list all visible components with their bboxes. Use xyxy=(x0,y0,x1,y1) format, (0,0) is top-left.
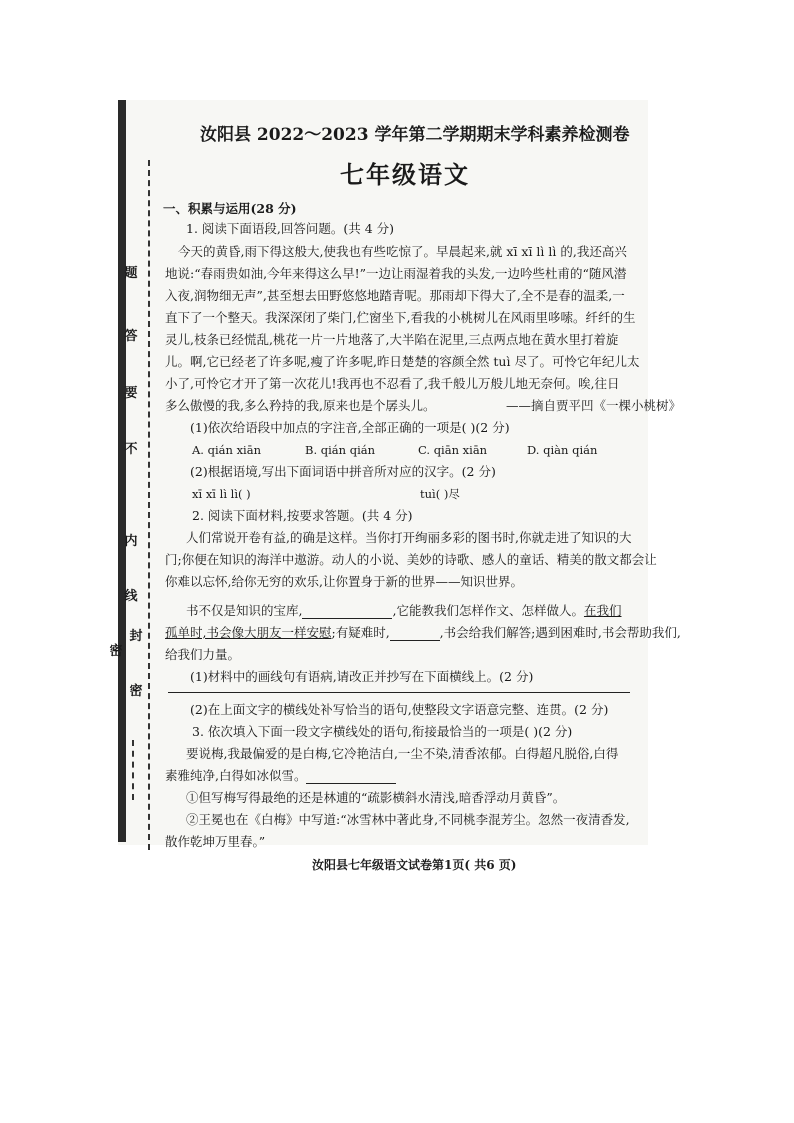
seal-char: 题 xyxy=(124,266,138,281)
seal-char: 线 xyxy=(124,589,138,604)
q2-paragraph: 人们常说开卷有益,的确是这样。当你打开绚丽多彩的图书时,你就走进了知识的大 xyxy=(186,530,632,545)
q2-sub1: (1)材料中的画线句有语病,请改正并抄写在下面横线上。(2 分) xyxy=(190,669,534,684)
seal-char: 封 xyxy=(129,629,143,644)
q2-paragraph: 门;你便在知识的海洋中遨游。动人的小说、美妙的诗歌、感人的童话、精美的散文都会让 xyxy=(165,552,657,567)
passage-line: 今天的黄昏,雨下得这般大,使我也有些吃惊了。早晨起来,就 xī xī lì lì 的,我还高兴 xyxy=(178,244,627,259)
page-footer: 汝阳县七年级语文试卷第1页( 共6 页) xyxy=(312,858,517,872)
passage-line: 灵儿,枝条已经慌乱,桃花一片一片地落了,大半陷在泥里,三点两点地在黄水里打着旋 xyxy=(165,332,619,347)
seal-char: 密 xyxy=(129,684,143,699)
passage-line: 小了,可怜它才开了第一次花儿!我再也不忍看了,我千般儿万般儿地无奈何。唉,往日 xyxy=(165,376,620,391)
q3-item-1: ①但写梅写得最绝的还是林逋的“疏影横斜水清浅,暗香浮动月黄昏”。 xyxy=(186,790,566,805)
passage-line: 多么傲慢的我,多么矜持的我,原来也是个孱头儿。 xyxy=(165,398,436,413)
q3-stem: 3. 依次填入下面一段文字横线处的语句,衔接最恰当的一项是( )(2 分) xyxy=(192,724,573,739)
q2-paragraph: 你难以忘怀,给你无穷的欢乐,让你置身于新的世界——知识世界。 xyxy=(165,574,523,589)
seal-line xyxy=(148,160,150,850)
passage-line: 直下了一个整天。我深深闭了柴门,伫窗坐下,看我的小桃树儿在风雨里哆嗦。纤纤的生 xyxy=(165,310,636,325)
fill-blank-2[interactable] xyxy=(390,628,440,641)
q2-text: 给我们力量。 xyxy=(165,647,241,662)
option-d: D. qiàn qián xyxy=(527,443,598,457)
q2-text: 书不仅是知识的宝库, xyxy=(186,603,303,618)
seal-char: 不 xyxy=(124,442,138,457)
q3-text: 要说梅,我最偏爱的是白梅,它冷艳洁白,一尘不染,清香浓郁。白得超凡脱俗,白得 xyxy=(186,746,619,761)
q2-fill-paragraph xyxy=(165,625,681,641)
section-heading: 一、积累与运用(28 分) xyxy=(163,201,297,216)
q1-sub1: (1)依次给语段中加点的字注音,全部正确的一项是( )(2 分) xyxy=(190,420,510,435)
q2-fill-paragraph xyxy=(186,603,621,619)
q1-stem: 1. 阅读下面语段,回答问题。(共 4 分) xyxy=(186,221,395,236)
passage-line: 儿。啊,它已经老了许多呢,瘦了许多呢,昨日楚楚的容颜全然 tuì 尽了。可怜它年纪儿太 xyxy=(165,354,640,369)
q3-item-2-cont: 散作乾坤万里春。” xyxy=(165,834,266,849)
q1-sub2: (2)根据语境,写出下面词语中拼音所对应的汉字。(2 分) xyxy=(190,464,496,479)
passage-source: ——摘自贾平凹《一棵小桃树》 xyxy=(506,398,682,413)
passage-line: 地说:“春雨贵如油,今年来得这么早!”一边让雨湿着我的头发,一边吟些杜甫的“随风潜 xyxy=(165,266,627,281)
fill-blank-1[interactable] xyxy=(302,606,392,619)
q2-stem: 2. 阅读下面材料,按要求答题。(共 4 分) xyxy=(192,508,413,523)
exam-title: 汝阳县 2022～2023 学年第二学期期末学科素养检测卷 xyxy=(200,125,630,145)
seal-char: 要 xyxy=(124,386,138,401)
seal-char: 内 xyxy=(124,534,138,549)
fill-blank-3[interactable] xyxy=(306,771,396,784)
option-c: C. qiān xiān xyxy=(418,443,488,457)
q3-text xyxy=(165,768,396,784)
option-a: A. qián xiān xyxy=(192,443,261,457)
seal-char: 答 xyxy=(124,329,138,344)
pinyin-blank-1[interactable]: xī xī lì lì( ) xyxy=(192,487,251,501)
q2-text: ;有疑难时, xyxy=(331,625,390,640)
answer-line[interactable] xyxy=(168,692,630,693)
seal-line-lower xyxy=(132,740,134,800)
q2-text: ,书会给我们解答;遇到困难时,书会帮助我们, xyxy=(439,625,681,640)
q3-item-2: ②王冕也在《白梅》中写道:“冰雪林中著此身,不同桃李混芳尘。忽然一夜清香发, xyxy=(186,812,630,827)
subject-title: 七年级语文 xyxy=(340,160,470,189)
q2-text: ,它能教我们怎样作文、怎样做人。 xyxy=(392,603,584,618)
passage-line: 入夜,润物细无声”,甚至想去田野悠悠地踏青呢。那雨却下得大了,全不是春的温柔,一 xyxy=(165,288,625,303)
binding-edge xyxy=(118,100,126,842)
q2-sub2: (2)在上面文字的横线处补写恰当的语句,使整段文字语意完整、连贯。(2 分) xyxy=(190,702,609,717)
pinyin-blank-2[interactable]: tuì( )尽 xyxy=(420,487,460,501)
q3-text-line2: 素雅纯净,白得如冰似雪。 xyxy=(165,768,307,783)
option-b: B. qián qián xyxy=(305,443,376,457)
seal-char: 密 xyxy=(109,644,123,659)
underlined-sentence: 在我们 xyxy=(583,603,622,618)
underlined-sentence: 孤单时,书会像大朋友一样安慰 xyxy=(165,625,332,640)
